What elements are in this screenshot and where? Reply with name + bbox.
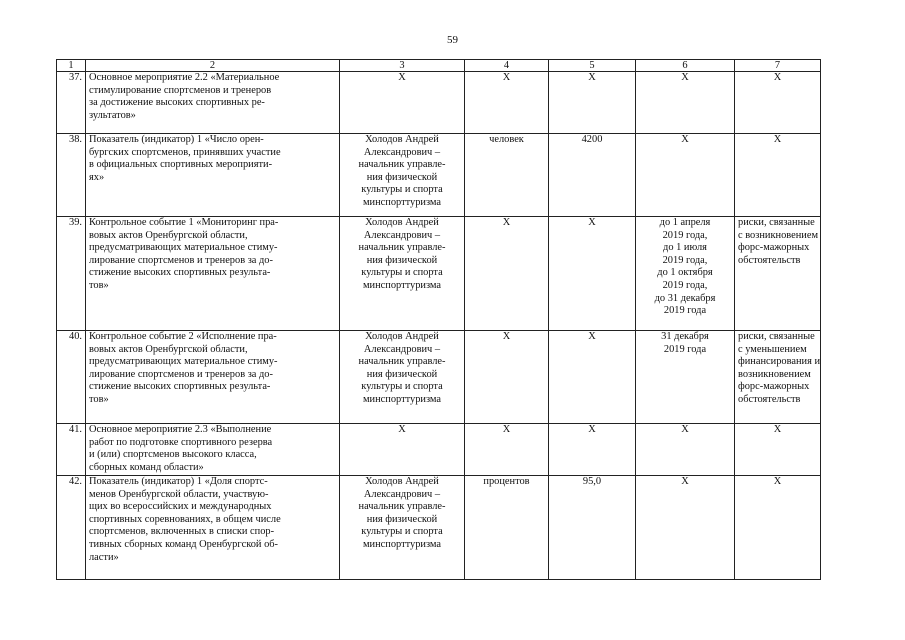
activity-name-cell [86, 476, 340, 580]
responsible-line: культуры и спорта [361, 381, 443, 393]
activity-name-line: стимулирование спортсменов и тренеров [89, 84, 272, 96]
responsible-line: ния физической [366, 513, 438, 525]
table-row [57, 476, 821, 580]
activity-name-line: Основное мероприятие 2.2 «Материальное [89, 72, 280, 83]
page-number: 59 [447, 34, 458, 46]
responsible-line: Холодов Андрей [365, 134, 439, 145]
activity-name-line: ях» [89, 171, 105, 183]
activity-name-line: бургских спортсменов, принявших участие [89, 146, 281, 158]
responsible-cell [340, 72, 465, 134]
risks-line: обстоятельств [738, 254, 801, 266]
activity-name-line: спортивных соревнованиях, в общем числе [89, 513, 281, 525]
risks-line: с уменьшением [738, 343, 807, 355]
deadline-line: 2019 года [663, 343, 707, 355]
value-cell: 95,0 [549, 476, 636, 580]
responsible-line: культуры и спорта [361, 267, 443, 279]
activity-name-line: Контрольное событие 1 «Мониторинг пра- [89, 217, 279, 228]
risks-line: Х [773, 476, 782, 487]
table-row [57, 331, 821, 424]
row-number: 41. [57, 424, 86, 476]
activity-name-line: за достижение высоких спортивных ре- [89, 97, 265, 109]
column-header-1: 1 [57, 60, 86, 72]
activity-name-line: Показатель (индикатор) 1 «Число орен- [89, 134, 264, 145]
activity-name-line: предусматривающих материальное стиму- [89, 356, 278, 368]
row-number: 42. [57, 476, 86, 580]
deadline-line: до 1 октября [657, 267, 713, 279]
table-row [57, 424, 821, 476]
risks-cell [735, 476, 821, 580]
responsible-line: Х [398, 72, 406, 83]
risks-line: финансирования и [738, 356, 821, 368]
activity-name-line: вовых актов Оренбургской области, [89, 343, 248, 355]
deadline-cell [636, 134, 735, 217]
activity-name-cell [86, 424, 340, 476]
unit-cell: Х [465, 424, 549, 476]
activity-name-line: Показатель (индикатор) 1 «Доля спортс- [89, 476, 268, 487]
unit-cell: Х [465, 72, 549, 134]
column-header-5: 5 [549, 60, 636, 72]
activity-name-line: спортсменов, включенных в списки спор- [89, 526, 275, 538]
header-row [57, 60, 821, 72]
deadline-cell [636, 331, 735, 424]
responsible-line: Александрович – [363, 229, 441, 241]
risks-line: Х [773, 134, 782, 145]
risks-line: риски, связанные [738, 217, 815, 228]
deadline-line: Х [681, 476, 689, 487]
column-header-2: 2 [86, 60, 340, 72]
responsible-cell [340, 217, 465, 331]
value-cell: 4200 [549, 134, 636, 217]
row-number: 37. [57, 72, 86, 134]
value-cell: Х [549, 424, 636, 476]
activity-name-line: зультатов» [89, 109, 136, 121]
table-row [57, 72, 821, 134]
responsible-line: ния физической [366, 368, 438, 380]
column-header-3: 3 [340, 60, 465, 72]
responsible-cell [340, 424, 465, 476]
risks-cell [735, 331, 821, 424]
risks-line: форс-мажорных [738, 381, 810, 393]
deadline-line: Х [681, 134, 689, 145]
deadline-line: 2019 года, [662, 254, 708, 266]
responsible-line: минспорттуризма [362, 196, 442, 208]
responsible-line: ния физической [366, 171, 438, 183]
activity-name-cell [86, 217, 340, 331]
risks-cell [735, 134, 821, 217]
activity-name-line: лирование спортсменов и тренеров за до- [89, 368, 273, 380]
responsible-line: начальник управле- [358, 501, 446, 513]
responsible-line: Холодов Андрей [365, 476, 439, 487]
activity-name-line: предусматривающих материальное стиму- [89, 242, 278, 254]
row-number: 40. [57, 331, 86, 424]
value-cell: Х [549, 331, 636, 424]
table-body [57, 72, 821, 580]
responsible-line: культуры и спорта [361, 526, 443, 538]
unit-cell: Х [465, 331, 549, 424]
activity-name-line: и (или) спортсменов высокого класса, [89, 449, 257, 461]
column-header-7: 7 [735, 60, 821, 72]
deadline-line: до 1 июля [663, 242, 707, 254]
risks-line: форс-мажорных [738, 242, 810, 254]
deadline-line: 2019 года [663, 305, 707, 317]
responsible-cell [340, 331, 465, 424]
responsible-line: Александрович – [363, 488, 441, 500]
activity-name-line: тивных сборных команд Оренбургской об- [89, 538, 279, 550]
risks-line: Х [773, 72, 782, 83]
deadline-cell [636, 476, 735, 580]
activity-name-cell [86, 72, 340, 134]
risks-cell [735, 424, 821, 476]
responsible-line: начальник управле- [358, 159, 446, 171]
deadline-line: Х [681, 72, 689, 83]
responsible-line: минспорттуризма [362, 279, 442, 291]
activity-name-line: стижение высоких спортивных результа- [89, 381, 271, 393]
deadline-cell [636, 424, 735, 476]
risks-line: Х [773, 424, 782, 435]
activity-name-line: работ по подготовке спортивного резерва [89, 436, 273, 448]
deadline-cell [636, 217, 735, 331]
value-cell: Х [549, 72, 636, 134]
column-header-4: 4 [465, 60, 549, 72]
activity-name-line: Контрольное событие 2 «Исполнение пра- [89, 331, 277, 342]
responsible-line: ния физической [366, 254, 438, 266]
responsible-cell [340, 134, 465, 217]
activity-name-line: Основное мероприятие 2.3 «Выполнение [89, 424, 272, 435]
activity-name-cell [86, 134, 340, 217]
unit-cell: Х [465, 217, 549, 331]
unit-cell: процентов [465, 476, 549, 580]
responsible-line: Холодов Андрей [365, 217, 439, 228]
activity-name-line: в официальных спортивных мероприяти- [89, 159, 273, 171]
row-number: 38. [57, 134, 86, 217]
activity-name-line: сборных команд области» [89, 461, 204, 473]
activity-name-line: лирование спортсменов и тренеров за до- [89, 254, 273, 266]
risks-cell [735, 217, 821, 331]
responsible-line: начальник управле- [358, 242, 446, 254]
plan-table [56, 59, 821, 580]
responsible-line: начальник управле- [358, 356, 446, 368]
row-number: 39. [57, 217, 86, 331]
activity-name-line: тов» [89, 393, 109, 405]
responsible-line: культуры и спорта [361, 184, 443, 196]
activity-name-line: стижение высоких спортивных результа- [89, 267, 271, 279]
responsible-cell [340, 476, 465, 580]
deadline-cell [636, 72, 735, 134]
activity-name-line: тов» [89, 279, 109, 291]
deadline-line: до 31 декабря [654, 292, 716, 304]
deadline-line: Х [681, 424, 689, 435]
responsible-line: минспорттуризма [362, 538, 442, 550]
activity-name-line: ласти» [89, 551, 119, 563]
activity-name-cell [86, 331, 340, 424]
deadline-line: 31 декабря [661, 331, 709, 342]
responsible-line: минспорттуризма [362, 393, 442, 405]
deadline-line: 2019 года, [662, 229, 708, 241]
activity-name-line: менов Оренбургской области, участвую- [89, 488, 269, 500]
responsible-line: Александрович – [363, 343, 441, 355]
column-header-6: 6 [636, 60, 735, 72]
deadline-line: 2019 года, [662, 279, 708, 291]
table-row [57, 134, 821, 217]
risks-line: риски, связанные [738, 331, 815, 342]
unit-cell: человек [465, 134, 549, 217]
deadline-line: до 1 апреля [659, 217, 711, 228]
risks-line: с возникновением [738, 229, 819, 241]
responsible-line: Холодов Андрей [365, 331, 439, 342]
responsible-line: Александрович – [363, 146, 441, 158]
risks-cell [735, 72, 821, 134]
risks-line: обстоятельств [738, 393, 801, 405]
responsible-line: Х [398, 424, 406, 435]
activity-name-line: вовых актов Оренбургской области, [89, 229, 248, 241]
risks-line: возникновением [738, 368, 811, 380]
table-row [57, 217, 821, 331]
activity-name-line: щих во всероссийских и международных [89, 501, 272, 513]
value-cell: Х [549, 217, 636, 331]
